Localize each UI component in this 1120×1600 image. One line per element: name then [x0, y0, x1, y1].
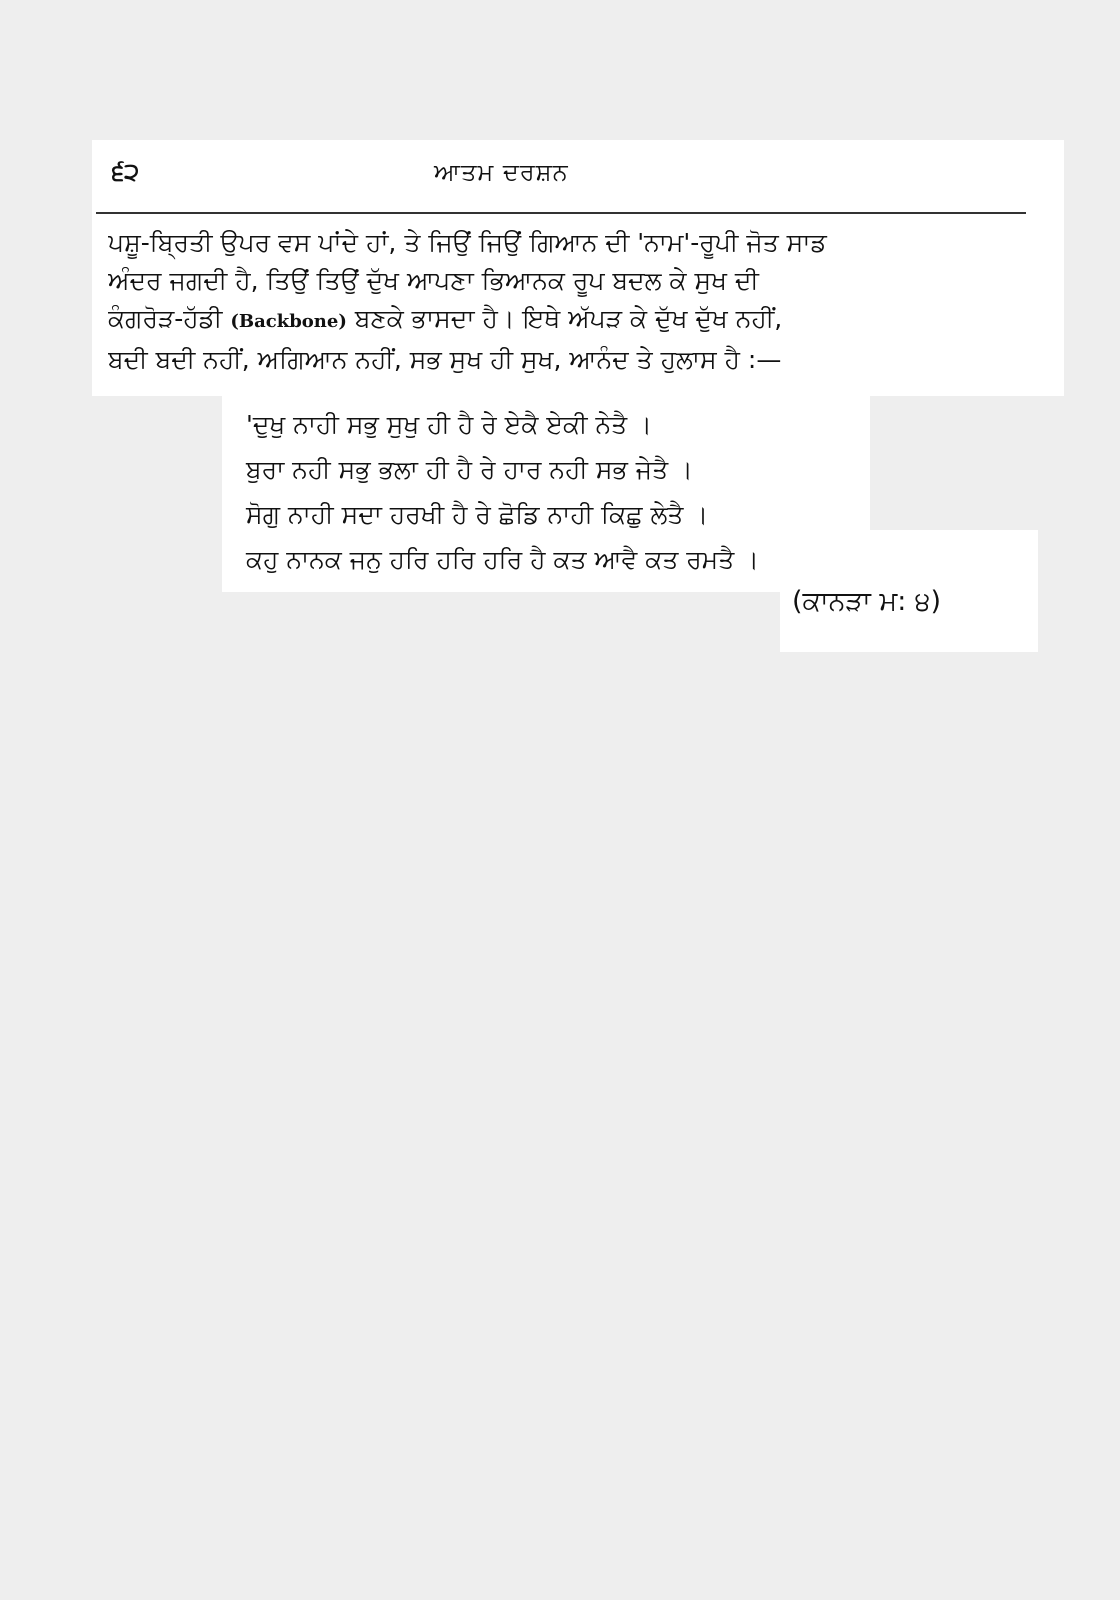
verse-line-2: ਬੁਰਾ ਨਹੀ ਸਭੁ ਭਲਾ ਹੀ ਹੈ ਰੇ ਹਾਰ ਨਹੀ ਸਭ ਜੇਤੈ ।	[246, 455, 693, 484]
prose-line-3-start: ਕੰਗਰੋੜ-ਹੱਡੀ	[108, 304, 223, 333]
latin-term: (Backbone)	[230, 311, 347, 332]
prose-line-1: ਪਸ਼ੂ-ਬ੍ਰਿਤੀ ਉਪਰ ਵਸ ਪਾਂਦੇ ਹਾਂ, ਤੇ ਜਿਉਂ ਜਿਉਂ ਗਿਆਨ ਦੀ 'ਨਾਮ'-ਰੂਪੀ ਜੋਤ ਸਾਡ	[108, 228, 827, 257]
prose-line-3-end: ਬਣਕੇ ਭਾਸਦਾ ਹੈ। ਇਥੇ ਅੱਪੜ ਕੇ ਦੁੱਖ ਦੁੱਖ ਨਹੀਂ,	[354, 304, 783, 333]
prose-paragraph	[108, 224, 1024, 379]
verse-citation: (ਕਾਨੜਾ ਮ: ੪)	[792, 586, 942, 617]
verse-block	[246, 402, 866, 582]
page-header	[104, 150, 1044, 198]
prose-line-2: ਅੰਦਰ ਜਗਦੀ ਹੈ, ਤਿਉਂ ਤਿਉਂ ਦੁੱਖ ਆਪਣਾ ਭਿਆਨਕ ਰੂਪ ਬਦਲ ਕੇ ਸੁਖ ਦੀ	[108, 266, 759, 295]
header-divider	[96, 212, 1026, 214]
prose-line-3	[108, 300, 1024, 341]
running-title: ਆਤਮ ਦਰਸ਼ਨ	[434, 158, 569, 186]
verse-line-1: 'ਦੁਖੁ ਨਾਹੀ ਸਭੁ ਸੁਖੁ ਹੀ ਹੈ ਰੇ ਏਕੈ ਏਕੀ ਨੇਤੈ ।	[246, 410, 652, 439]
verse-line-4: ਕਹੁ ਨਾਨਕ ਜਨੁ ਹਰਿ ਹਰਿ ਹਰਿ ਹੈ ਕਤ ਆਵੈ ਕਤ ਰਮਤੈ ।	[246, 545, 760, 574]
page-number: ੬੨	[112, 158, 140, 186]
prose-line-4: ਬਦੀ ਬਦੀ ਨਹੀਂ, ਅਗਿਆਨ ਨਹੀਂ, ਸਭ ਸੁਖ ਹੀ ਸੁਖ, ਆਨੰਦ ਤੇ ਹੁਲਾਸ ਹੈ :—	[108, 345, 782, 374]
verse-line-3: ਸੋਗੁ ਨਾਹੀ ਸਦਾ ਹਰਖੀ ਹੈ ਰੇ ਛੋਡਿ ਨਾਹੀ ਕਿਛੁ ਲੇਤੈ ।	[246, 500, 709, 529]
